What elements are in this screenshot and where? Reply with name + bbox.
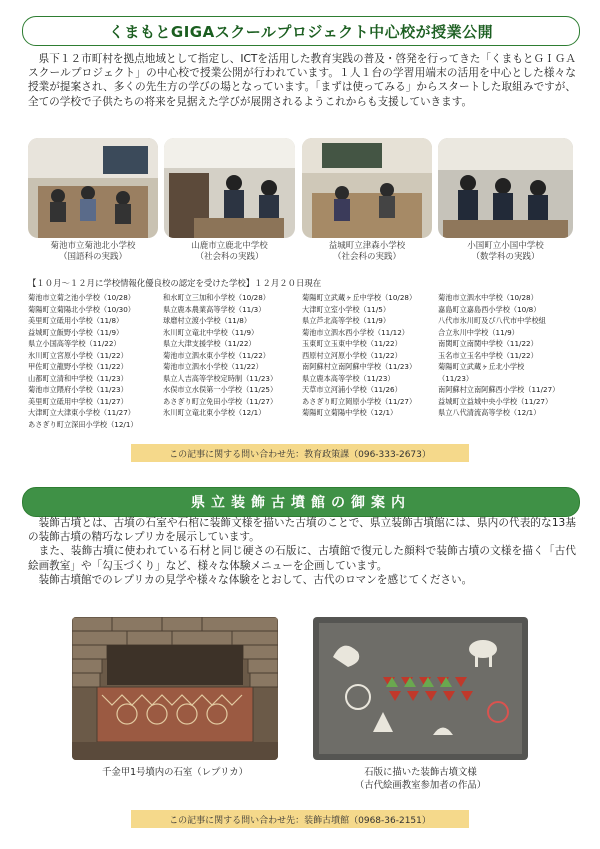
school-list-item: 八代市氷川町及び八代市中学校組	[438, 316, 546, 325]
school-list-item: 水俣市立水俣第一小学校（11/25）	[163, 385, 278, 394]
school-list-item: 大津町立室小学校（11/5）	[302, 304, 391, 314]
section1-intro: 県下１２市町村を拠点地域として指定し、ICTを活用した教育実践の普及・啓発を行ってきた「くまもとＧＩＧＡスクールプロジェクト」の中心校で授業公開が行われています。１人１台の学習用端末の活用を中心とした様々な授業が提案され、多くの先生方の学びの場となっています。「まずは使ってみる」からスタートした取組みですが、全ての学校で子供たちの将来を見据えた学びが展開されるようこれからも支援していきます。	[28, 53, 576, 108]
school-list-item: 菊池市立泗水小学校（11/22）	[163, 362, 263, 371]
school-list-item: 益城町立益城中央小学校（11/27）	[438, 396, 553, 406]
photo-tsumori	[302, 138, 432, 238]
school-list-item: 玉東町立玉東中学校（11/22）	[302, 339, 402, 348]
school-list-item: 南関町立南関中学校（11/22）	[438, 339, 538, 348]
schools-heading: 【１０月～１２月に学校情報化優良校の認定を受けた学校】１２月２０日現在	[28, 278, 322, 288]
school-list-item: 菊池市立泗水中学校（10/28）	[438, 293, 538, 302]
school-list-item: 氷川町立宮原小学校（11/22）	[28, 350, 128, 360]
school-list-item: 県立人吉高等学校定時制（11/23）	[163, 373, 278, 383]
section2-intro: 装飾古墳とは、古墳の石室や石棺に装飾文様を描いた古墳のことで、県立装飾古墳館には、県内の代表的な13基の装飾古墳の精巧なレプリカを展示しています。 また、装飾古墳に使われている石材と同じ硬さの石版に、古墳館で復元した顔料で装飾古墳の文様を描く「古代絵画教室」や「勾玉づくり」など、様々な体験メニューを企画しています。 装飾古墳館でのレプリカの見学や様々な体験をとおして、古代のロマンを感じてください。	[28, 517, 576, 586]
school-list-item: 県立大津支援学校（11/22）	[163, 339, 256, 348]
schools-column-2	[163, 292, 277, 419]
school-list-item: 美里町立砥用小学校（11/8）	[28, 316, 124, 325]
photo-caption: 小国町立小国中学校 （数学科の実践）	[467, 241, 544, 262]
photo-caption: 益城町立津森小学校 （社会科の実践）	[328, 241, 406, 262]
school-list-item: 嘉島町立嘉島西小学校（10/8）	[438, 304, 541, 314]
section2-title: 県立装飾古墳館の御案内	[22, 487, 580, 517]
school-list-item: 菊池市立泗水西小学校（11/12）	[302, 327, 409, 337]
school-list-item: 菊陽町立武蔵ヶ丘北小学校	[438, 362, 525, 371]
school-list-item: 菊池市立隈府小学校（11/23）	[28, 385, 128, 394]
school-list-item: 氷川町立竜北中学校（11/9）	[163, 327, 259, 337]
photo-caption: 山鹿市立鹿北中学校 （社会科の実践）	[191, 241, 268, 262]
school-list-item: あさぎり町立深田小学校（12/1）	[28, 419, 138, 429]
photo-oguni	[438, 138, 573, 238]
school-list-item: 益城町立飯野小学校（11/9）	[28, 327, 124, 337]
school-list-item: 県立鹿本高等学校（11/23）	[302, 373, 395, 383]
school-list-item: 県立八代清流高等学校（12/1）	[438, 408, 541, 417]
section1-title: くまもとGIGAスクールプロジェクト中心校が授業公開	[22, 16, 580, 46]
school-list-item: 南阿蘇村立南阿蘇中学校（11/23）	[302, 362, 417, 371]
school-list-item: 菊池市立菊之池小学校（10/28）	[28, 293, 135, 302]
school-list-item: （11/23）	[438, 373, 474, 383]
school-list-item: 甲佐町立龍野小学校（11/22）	[28, 362, 128, 371]
schools-column-1	[28, 292, 138, 430]
school-list-item: 県立芦北高等学校（11/9）	[302, 316, 391, 325]
school-list-item: 菊池市立泗水東小学校（11/22）	[163, 350, 270, 360]
schools-column-3	[302, 292, 416, 419]
section2-contact: この記事に関する問い合わせ先：装飾古墳館（0968-36-2151）	[131, 810, 469, 828]
school-list-item: 菊陽町立菊陽中学校（12/1）	[302, 408, 398, 417]
school-list-item: 玉名市立玉名中学校（11/22）	[438, 350, 538, 360]
photo2-caption: 石版に描いた装飾古墳文様 （古代絵画教室参加者の作品）	[354, 767, 487, 791]
school-list-item: 球磨村立渡小学校（11/8）	[163, 316, 252, 325]
schools-column-4	[438, 292, 559, 419]
school-list-item: 美里町立砥用中学校（11/27）	[28, 396, 128, 406]
school-list-item: 氷川町立竜北東小学校（12/1）	[163, 408, 266, 417]
section1-contact: この記事に関する問い合わせ先：教育政策課（096-333-2673）	[131, 444, 469, 462]
school-list-item: 西原村立河原小学校（11/22）	[302, 350, 402, 360]
school-list-item: 県立小国高等学校（11/22）	[28, 339, 121, 348]
school-list-item: 天草市立河浦小学校（11/26）	[302, 385, 402, 394]
school-list-item: 大津町立大津東小学校（11/27）	[28, 408, 135, 417]
photo-kahoku	[164, 138, 295, 238]
school-list-item: あさぎり町立免田小学校（11/27）	[163, 396, 278, 406]
school-list-item: 和水町立三加和小学校（10/28）	[163, 293, 270, 302]
school-list-item: 合立氷川中学校（11/9）	[438, 327, 519, 337]
photo1-caption: 千金甲1号墳内の石室（レプリカ）	[101, 767, 249, 778]
photo-stone-chamber	[72, 617, 278, 760]
school-list-item: 山都町立清和中学校（11/23）	[28, 373, 128, 383]
school-list-item: 南阿蘇村立南阿蘇西小学校（11/27）	[438, 385, 560, 394]
photo-stone-tablet-art	[313, 617, 528, 760]
school-list-item: 菊陽町立武蔵ヶ丘中学校（10/28）	[302, 293, 417, 302]
photo-caption: 菊池市立菊池北小学校 （国語科の実践）	[50, 241, 136, 262]
school-list-item: 県立鹿本農業高等学校（11/3）	[163, 304, 266, 314]
school-list-item: あさぎり町立岡原小学校（11/27）	[302, 396, 417, 406]
school-list-item: 菊陽町立菊陽北小学校（10/30）	[28, 304, 135, 314]
photo-kikuchi-kita	[28, 138, 158, 238]
